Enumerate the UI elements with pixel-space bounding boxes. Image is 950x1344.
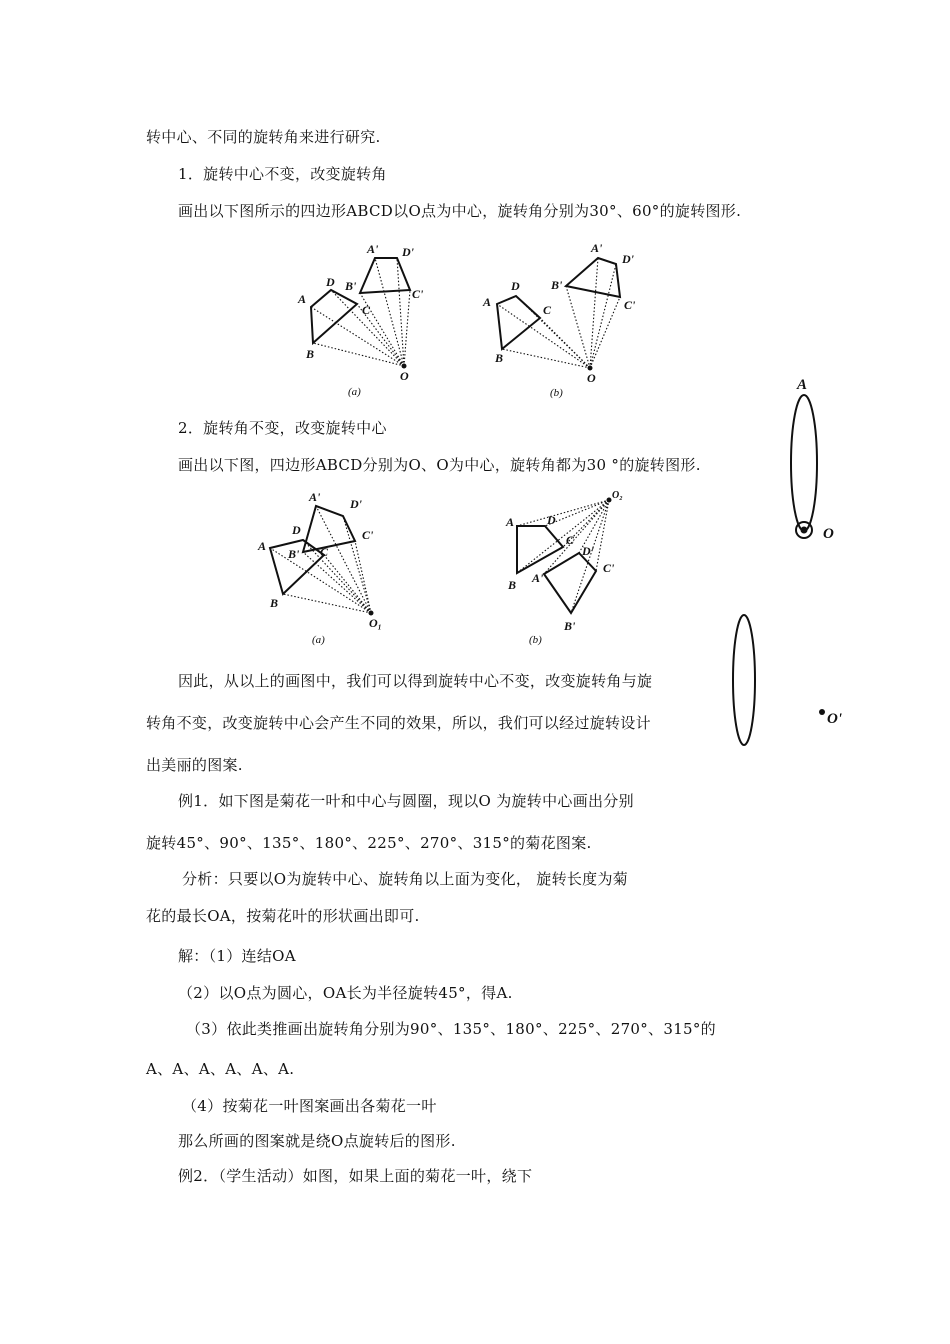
- text-line: 旋转45°、90°、135°、180°、225°、270°、315°的菊花图案.: [146, 834, 592, 852]
- text-line: 出美丽的图案.: [146, 756, 243, 774]
- text-line: A、A、A、A、A、A.: [146, 1060, 295, 1078]
- text-line: 那么所画的图案就是绕O点旋转后的图形.: [178, 1132, 456, 1150]
- point-label: A: [506, 515, 515, 529]
- point-label: O: [587, 371, 596, 385]
- point-label: A': [309, 490, 321, 504]
- point-label: B: [495, 351, 504, 365]
- text-line: 转中心、不同的旋转角来进行研究.: [146, 128, 381, 146]
- text-line: （3）依此类推画出旋转角分别为90°、135°、180°、225°、270°、315°的: [186, 1020, 716, 1038]
- figure-2b: [500, 485, 640, 650]
- text-line: 花的最长OA，按菊花叶的形状画出即可.: [146, 907, 420, 925]
- text-line: 解：（1）连结OA: [178, 947, 296, 965]
- section-heading: 2．旋转角不变，改变旋转中心: [178, 419, 387, 437]
- point-label: C: [320, 545, 329, 559]
- point-label: C: [362, 303, 371, 317]
- figure-caption: (b): [529, 634, 542, 646]
- point-label: A: [258, 539, 267, 553]
- point-label: A': [367, 242, 379, 256]
- point-label: C': [603, 561, 615, 575]
- point-label: B: [306, 347, 315, 361]
- point-label: C': [362, 528, 374, 542]
- point-label: A: [483, 295, 492, 309]
- figure-1b: [480, 235, 640, 405]
- point-label: O: [823, 526, 834, 542]
- figure-caption: (a): [348, 386, 361, 398]
- point-label: O₂: [612, 490, 623, 501]
- text-line: （2）以O点为圆心，OA长为半径旋转45°，得A.: [178, 984, 513, 1002]
- point-label: D': [622, 252, 634, 266]
- leaf-figure-1: [780, 372, 850, 547]
- text-line: （4）按菊花一叶图案画出各菊花一叶: [182, 1097, 437, 1115]
- figure-caption: (a): [312, 634, 325, 646]
- point-label: A': [591, 241, 603, 255]
- point-label: B: [270, 596, 279, 610]
- point-label: D': [582, 544, 594, 558]
- point-label: D: [292, 523, 301, 537]
- point-label: C': [624, 298, 636, 312]
- text-line: 转角不变，改变旋转中心会产生不同的效果，所以，我们可以经过旋转设计: [146, 714, 651, 732]
- point-label: B': [288, 547, 300, 561]
- point-label: O₁: [369, 616, 382, 630]
- point-label: C: [543, 303, 552, 317]
- text-line: 因此，从以上的画图中，我们可以得到旋转中心不变，改变旋转角与旋: [178, 672, 653, 690]
- figure-caption: (b): [550, 387, 563, 399]
- point-label: D': [402, 245, 414, 259]
- point-label: B': [551, 278, 563, 292]
- leaf-figure-2: [725, 608, 850, 753]
- point-label: C': [412, 287, 424, 301]
- figure-1a: [290, 235, 440, 405]
- example-heading: 例2．（学生活动）如图，如果上面的菊花一叶，绕下: [178, 1167, 533, 1185]
- point-label: D: [547, 513, 556, 527]
- point-label: B: [508, 578, 517, 592]
- point-label: A: [797, 377, 808, 393]
- point-label: D: [511, 279, 520, 293]
- point-label: B': [564, 619, 576, 633]
- point-label: O: [400, 369, 409, 383]
- example-heading: 例1．如下图是菊花一叶和中心与圆圈，现以O 为旋转中心画出分别: [178, 792, 634, 810]
- point-label: O': [827, 711, 842, 727]
- section-heading: 1．旋转中心不变，改变旋转角: [178, 165, 387, 183]
- text-line: 画出以下图，四边形ABCD分别为O、O为中心，旋转角都为30 °的旋转图形.: [178, 456, 701, 474]
- text-line: 分析：只要以O为旋转中心、旋转角以上面为变化， 旋转长度为菊: [182, 870, 629, 888]
- point-label: D: [326, 275, 335, 289]
- point-label: A: [298, 292, 307, 306]
- point-label: D': [350, 497, 362, 511]
- point-label: A': [532, 571, 544, 585]
- figure-2a: [250, 485, 400, 650]
- point-label: B': [345, 279, 357, 293]
- point-label: C: [566, 533, 575, 547]
- text-line: 画出以下图所示的四边形ABCD以O点为中心，旋转角分别为30°、60°的旋转图形.: [178, 202, 742, 220]
